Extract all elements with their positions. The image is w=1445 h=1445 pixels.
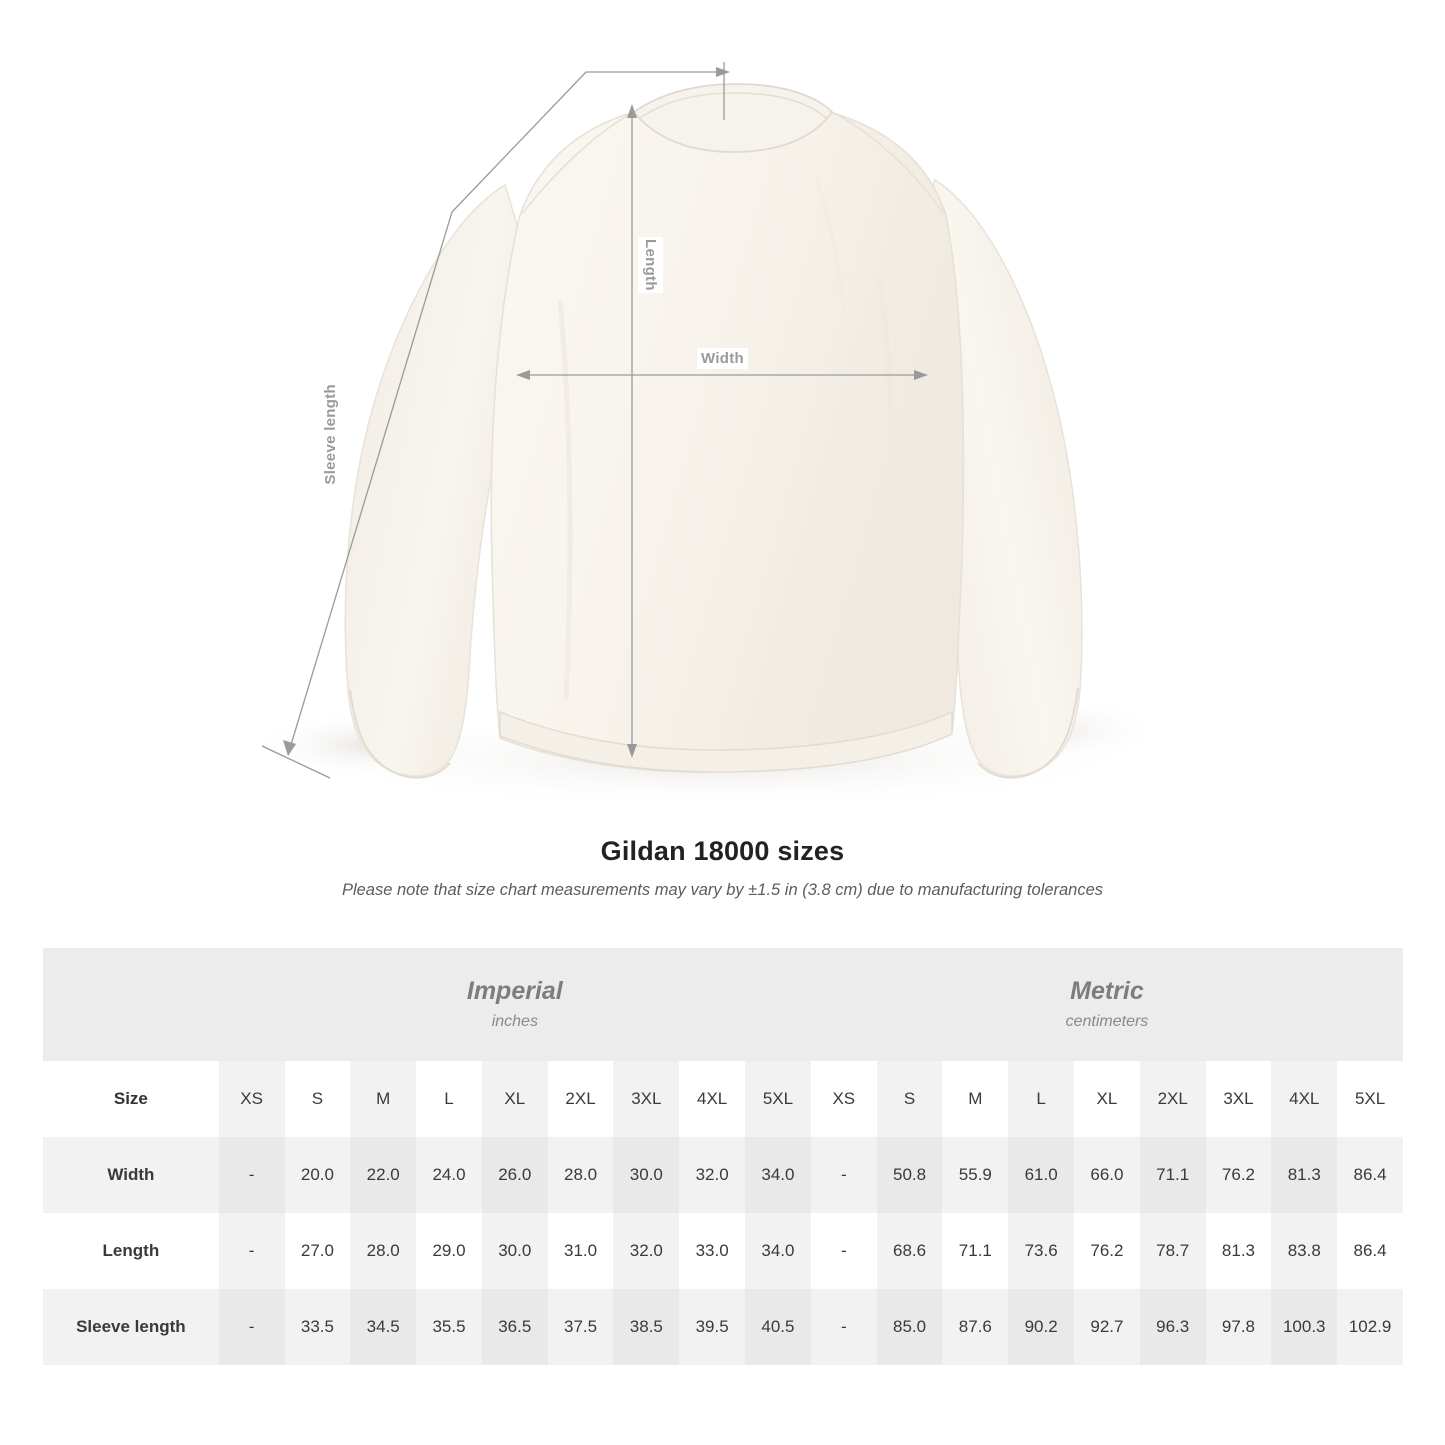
measurement-cell: 61.0 [1008, 1137, 1074, 1213]
measurement-cell: - [811, 1137, 877, 1213]
size-header-cell: S [285, 1061, 351, 1137]
width-dimension-label: Width [697, 348, 748, 369]
size-header-cell: XS [219, 1061, 285, 1137]
size-header-cell: S [877, 1061, 943, 1137]
measurement-cell: 81.3 [1271, 1137, 1337, 1213]
size-header-cell: 4XL [1271, 1061, 1337, 1137]
size-header-cell: L [1008, 1061, 1074, 1137]
size-header-cell: 4XL [679, 1061, 745, 1137]
unit-system-unit: inches [491, 1012, 538, 1030]
measurement-cell: 71.1 [942, 1213, 1008, 1289]
unit-system-row [43, 948, 1403, 1061]
measurement-cell: 81.3 [1206, 1213, 1272, 1289]
size-header-cell: 2XL [1140, 1061, 1206, 1137]
measurement-cell: 35.5 [416, 1289, 482, 1365]
size-header-cell: 3XL [1206, 1061, 1272, 1137]
size-header-cell: XL [482, 1061, 548, 1137]
measurement-cell: 96.3 [1140, 1289, 1206, 1365]
size-header-cell: 2XL [548, 1061, 614, 1137]
measurement-cell: 24.0 [416, 1137, 482, 1213]
measurement-cell: 32.0 [679, 1137, 745, 1213]
measurement-cell: 73.6 [1008, 1213, 1074, 1289]
measurement-cell: 76.2 [1074, 1213, 1140, 1289]
measurement-cell: 30.0 [613, 1137, 679, 1213]
measurement-cell: 68.6 [877, 1213, 943, 1289]
size-header-cell: 5XL [1337, 1061, 1403, 1137]
measurement-cell: 40.5 [745, 1289, 811, 1365]
measurement-cell: 29.0 [416, 1213, 482, 1289]
measurement-cell: 31.0 [548, 1213, 614, 1289]
measurement-cell: 28.0 [548, 1137, 614, 1213]
unit-system-header-metric [811, 948, 1403, 1061]
measurement-cell: 50.8 [877, 1137, 943, 1213]
measurement-cell: 83.8 [1271, 1213, 1337, 1289]
measurement-cell: 34.5 [350, 1289, 416, 1365]
unit-system-spacer [43, 948, 219, 1061]
measurement-cell: 90.2 [1008, 1289, 1074, 1365]
unit-system-name: Imperial [466, 977, 563, 1006]
measurement-cell: 34.0 [745, 1137, 811, 1213]
measurement-cell: 32.0 [613, 1213, 679, 1289]
measurement-cell: - [811, 1289, 877, 1365]
measurement-cell: 92.7 [1074, 1289, 1140, 1365]
size-header-cell: M [350, 1061, 416, 1137]
sleeve-length-dimension-label: Sleeve length [318, 382, 343, 487]
measurement-cell: 97.8 [1206, 1289, 1272, 1365]
tolerance-note: Please note that size chart measurements may vary by ±1.5 in (3.8 cm) due to manufacturing tolerances [341, 881, 1104, 899]
measurement-cell: 86.4 [1337, 1213, 1403, 1289]
chart-heading [0, 836, 1445, 900]
size-table [43, 948, 1403, 1365]
size-header-cell: 5XL [745, 1061, 811, 1137]
measurement-cell: - [219, 1213, 285, 1289]
measurement-row-label: Sleeve length [43, 1289, 219, 1365]
measurement-cell: 66.0 [1074, 1137, 1140, 1213]
measurement-cell: 33.0 [679, 1213, 745, 1289]
measurement-cell: - [219, 1137, 285, 1213]
measurement-cell: 30.0 [482, 1213, 548, 1289]
measurement-cell: 55.9 [942, 1137, 1008, 1213]
measurement-cell: 85.0 [877, 1289, 943, 1365]
length-dimension-label: Length [638, 237, 663, 293]
measurement-cell: 39.5 [679, 1289, 745, 1365]
measurement-cell: 26.0 [482, 1137, 548, 1213]
size-header-cell: L [416, 1061, 482, 1137]
measurement-cell: 22.0 [350, 1137, 416, 1213]
size-header-cell: M [942, 1061, 1008, 1137]
measurement-cell: 87.6 [942, 1289, 1008, 1365]
table-row [43, 1213, 1403, 1289]
size-header-cell: XL [1074, 1061, 1140, 1137]
measurement-cell: 20.0 [285, 1137, 351, 1213]
size-header-cell: XS [811, 1061, 877, 1137]
page-title: Gildan 18000 sizes [600, 836, 845, 866]
measurement-cell: 38.5 [613, 1289, 679, 1365]
measurement-row-label: Length [43, 1213, 219, 1289]
measurement-cell: 27.0 [285, 1213, 351, 1289]
size-header-row [43, 1061, 1403, 1137]
measurement-cell: 34.0 [745, 1213, 811, 1289]
measurement-cell: 86.4 [1337, 1137, 1403, 1213]
table-row [43, 1289, 1403, 1365]
measurement-cell: 36.5 [482, 1289, 548, 1365]
measurement-cell: 71.1 [1140, 1137, 1206, 1213]
measurement-cell: 78.7 [1140, 1213, 1206, 1289]
measurement-cell: - [219, 1289, 285, 1365]
measurement-cell: 76.2 [1206, 1137, 1272, 1213]
measurement-cell: 28.0 [350, 1213, 416, 1289]
measurement-cell: 33.5 [285, 1289, 351, 1365]
measurement-cell: 37.5 [548, 1289, 614, 1365]
unit-system-unit: centimeters [1065, 1012, 1149, 1030]
measurement-cell: 102.9 [1337, 1289, 1403, 1365]
measurement-cell: 100.3 [1271, 1289, 1337, 1365]
unit-system-header-imperial [219, 948, 811, 1061]
size-table-container [43, 948, 1403, 1365]
measurement-cell: - [811, 1213, 877, 1289]
table-row [43, 1137, 1403, 1213]
size-header-cell: 3XL [613, 1061, 679, 1137]
size-column-header: Size [43, 1061, 219, 1137]
measurement-row-label: Width [43, 1137, 219, 1213]
unit-system-name: Metric [1070, 977, 1144, 1006]
